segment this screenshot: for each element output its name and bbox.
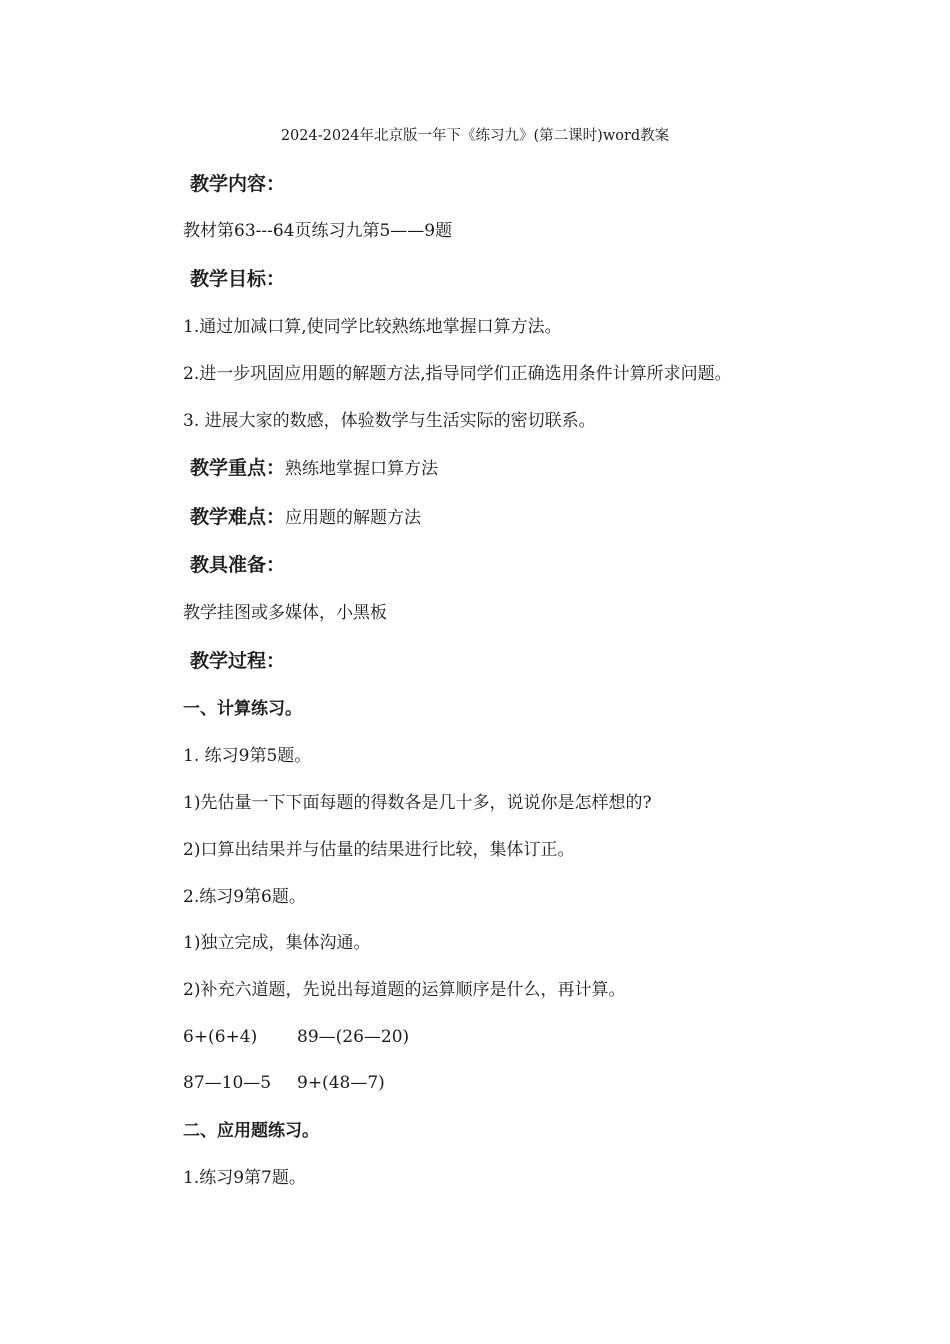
content-heading: 教学内容： — [190, 173, 286, 195]
objective-item-2: 2.进一步巩固应用题的解题方法,指导同学们正确选用条件计算所求问题。 — [183, 364, 732, 384]
exercise-1-step-1: 1)先估量一下下面每题的得数各是几十多，说说你是怎样想的? — [183, 793, 652, 813]
exercise-2-step-1: 1)独立完成，集体沟通。 — [183, 933, 371, 953]
objective-item-3: 3. 进展大家的数感，体验数学与生活实际的密切联系。 — [183, 411, 596, 431]
exercise-3-title: 1.练习9第7题。 — [183, 1168, 306, 1188]
tools-text: 教学挂图或多媒体，小黑板 — [183, 603, 387, 623]
objectives-heading: 教学目标： — [190, 268, 286, 290]
difficulty-row — [190, 505, 421, 530]
section-1-title: 一、计算练习。 — [183, 699, 302, 719]
key-point-row — [190, 456, 438, 481]
exercise-2-step-2: 2)补充六道题，先说出每道题的运算顺序是什么，再计算。 — [183, 980, 626, 1000]
key-point-text: 熟练地掌握口算方法 — [285, 459, 439, 479]
tools-heading: 教具准备： — [190, 554, 286, 576]
expression-row-2 — [183, 1071, 385, 1095]
expression: 9+(48—7) — [297, 1073, 385, 1093]
section-2-title: 二、应用题练习。 — [183, 1121, 319, 1141]
document-title: 2024-2024年北京版一年下《练习九》(第二课时)word教案 — [280, 128, 670, 144]
content-text: 教材第63---64页练习九第5——9题 — [183, 221, 453, 241]
objective-item-1: 1.通过加减口算,使同学比较熟练地掌握口算方法。 — [183, 317, 562, 337]
expression: 6+(6+4) — [183, 1027, 258, 1047]
exercise-1-title: 1. 练习9第5题。 — [183, 746, 312, 766]
difficulty-text: 应用题的解题方法 — [285, 508, 422, 528]
exercise-1-step-2: 2)口算出结果并与估量的结果进行比较，集体订正。 — [183, 840, 575, 860]
exercise-2-title: 2.练习9第6题。 — [183, 887, 306, 907]
expression: 87—10—5 — [183, 1073, 272, 1093]
key-point-heading: 教学重点： — [190, 457, 286, 479]
difficulty-heading: 教学难点： — [190, 506, 286, 528]
expression-row-1 — [183, 1025, 409, 1049]
process-heading: 教学过程： — [190, 650, 286, 672]
expression: 89—(26—20) — [297, 1027, 410, 1047]
